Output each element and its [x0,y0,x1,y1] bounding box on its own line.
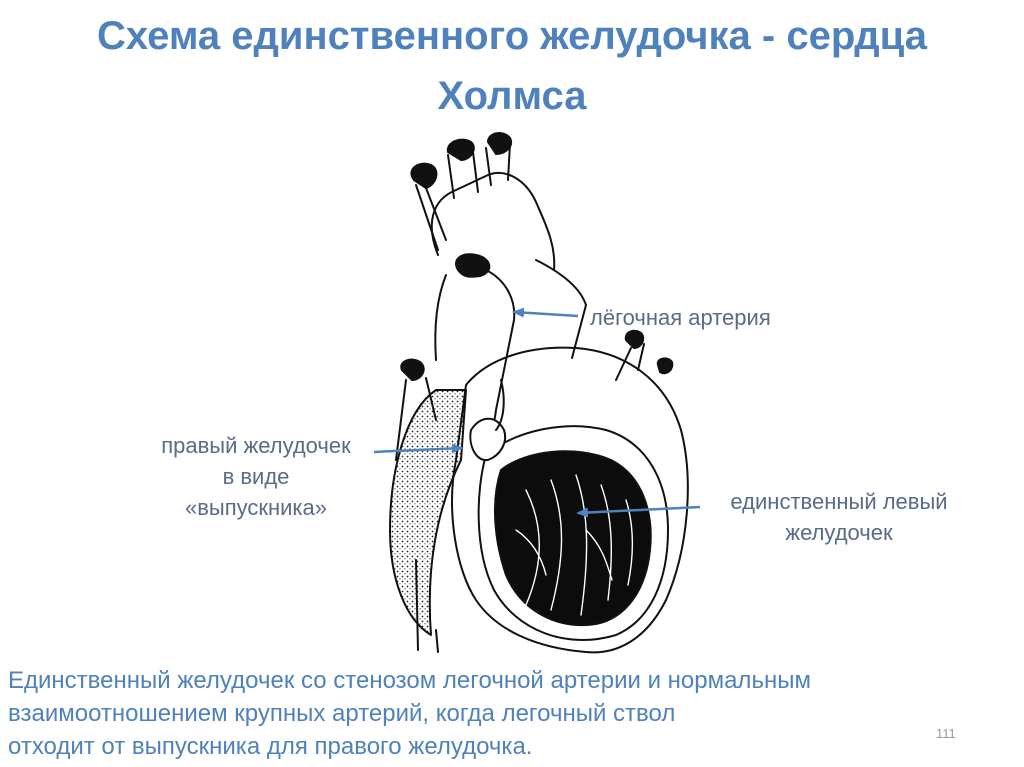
vena-cava [401,360,423,380]
right-vessel [626,331,643,348]
label-single-left-ventricle [708,486,970,548]
label-lv-line-1: единственный левый [730,489,948,514]
vessel-1 [411,164,436,188]
label-right-ventricle [136,430,376,523]
slide-title [0,6,1024,126]
title-line-2: Холмса [437,74,587,118]
label-lv-line-2: желудочек [785,520,893,545]
heart-diagram [376,130,696,660]
pulmonary-trunk [456,254,489,276]
vessel-2 [448,140,474,160]
aortic-arch [432,173,554,270]
caption-line-1: Единственный желудочек со стенозом легочной артерии и нормальным [8,667,811,694]
vessel-3 [488,133,511,154]
slide-caption [8,664,1008,763]
label-rv-line-2: в виде [222,464,290,489]
label-rv-line-1: правый желудочек [161,433,351,458]
title-line-1: Схема единственного желудочка - сердца [97,14,927,58]
label-pulmonary-artery: лёгочная артерия [590,305,771,330]
right-ventricle-wall [390,390,466,635]
caption-line-2: взаимоотношением крупных артерий, когда легочный ствол [8,700,676,727]
caption-line-3: отходит от выпускника для правого желудочка. [8,733,533,760]
page-number: 111 [936,726,956,741]
label-rv-line-3: «выпускника» [184,495,328,520]
single-ventricle-cavity [495,451,651,625]
